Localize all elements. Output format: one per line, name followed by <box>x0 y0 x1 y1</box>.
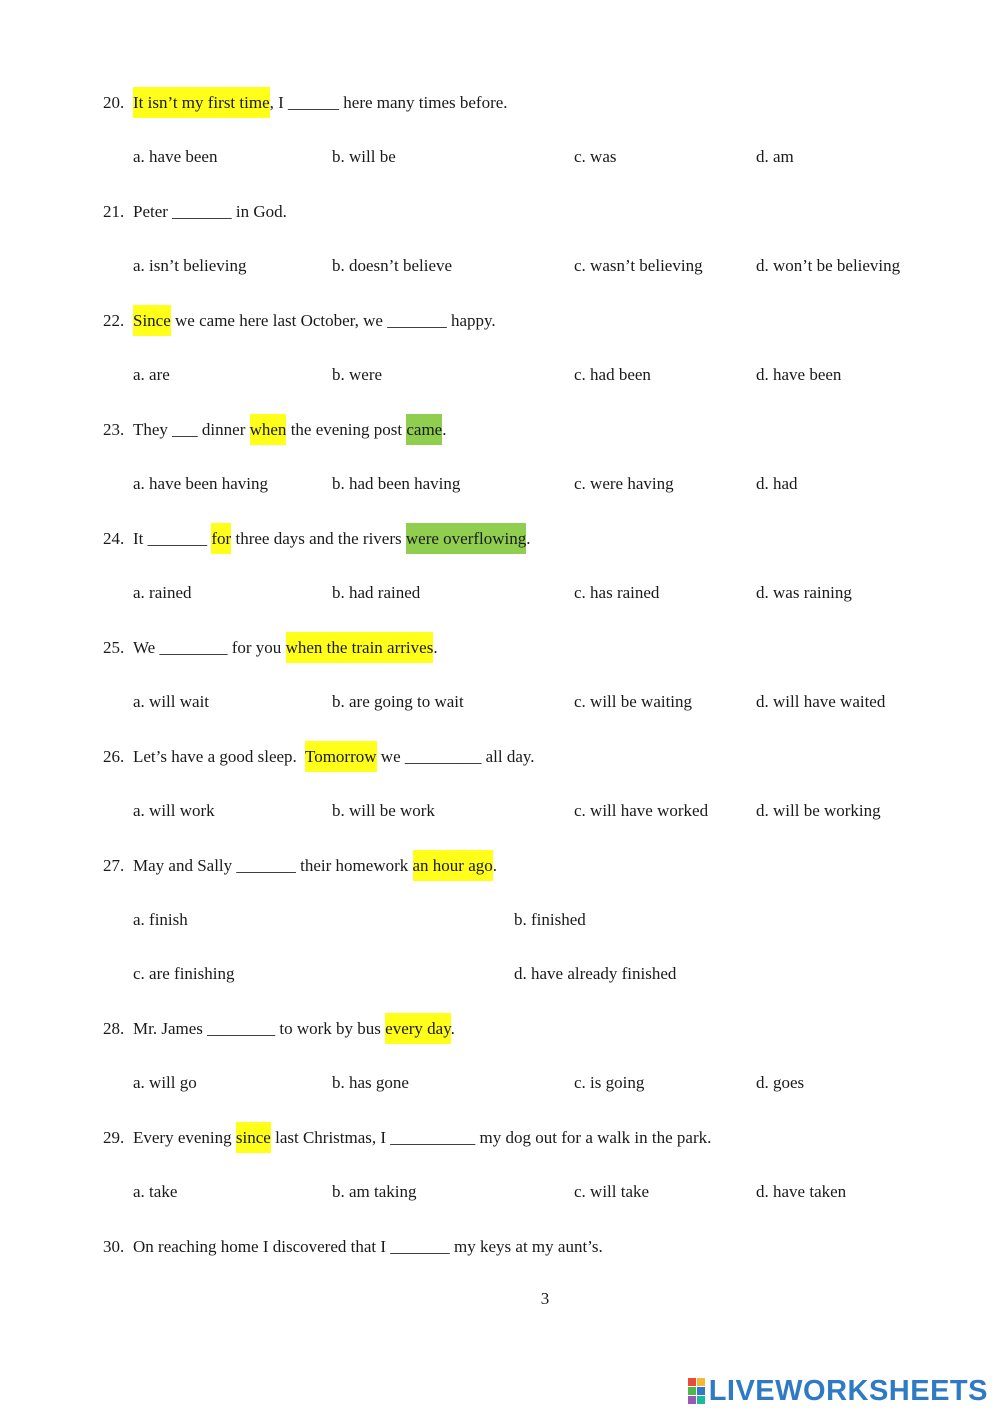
answer-option[interactable]: b. has gone <box>332 1073 409 1092</box>
answer-option[interactable]: c. will be waiting <box>574 692 693 711</box>
question-text <box>133 854 497 878</box>
question-number: 25. <box>103 638 125 657</box>
answer-option[interactable]: a. will go <box>133 1073 197 1092</box>
question-number: 27. <box>103 856 125 875</box>
question-text <box>133 1235 603 1259</box>
question-text-segment: . <box>492 856 498 875</box>
answer-option[interactable]: c. will have worked <box>574 801 709 820</box>
highlighted-text: when <box>250 414 287 445</box>
answer-option[interactable]: a. will work <box>133 801 215 820</box>
answer-option[interactable]: d. am <box>756 147 794 166</box>
question-text <box>133 1017 455 1041</box>
answer-option[interactable]: c. had been <box>574 365 651 384</box>
question-text-segment: we came here last October, we _______ happy. <box>170 311 496 330</box>
highlighted-text: Since <box>133 305 171 336</box>
question-text <box>133 636 438 660</box>
question-text <box>133 309 496 333</box>
question-text <box>133 527 531 551</box>
question-text-segment: . <box>450 1019 455 1038</box>
question-text-segment: They ___ dinner <box>133 420 250 439</box>
question-text-segment: three days and the rivers <box>231 529 406 548</box>
highlighted-text: when the train arrives <box>286 632 434 663</box>
question-text <box>133 418 446 442</box>
question-text-segment: . <box>433 638 438 657</box>
brand-name: LIVEWORKSHEETS <box>708 1374 988 1407</box>
question-text-segment: . <box>526 529 531 548</box>
question-text <box>133 91 508 115</box>
answer-option[interactable]: a. finish <box>133 910 188 929</box>
answer-option[interactable]: b. were <box>332 365 383 384</box>
answer-option[interactable]: d. will have waited <box>756 692 886 711</box>
answer-option[interactable]: a. have been <box>133 147 218 166</box>
question-text-segment: last Christmas, I __________ my dog out for a walk in the park. <box>270 1128 712 1147</box>
answer-option[interactable]: d. was raining <box>756 583 852 602</box>
highlighted-text: an hour ago <box>413 850 493 881</box>
question-text-segment: May and Sally _______ their homework <box>133 856 413 875</box>
logo-icon <box>688 1378 705 1404</box>
answer-option[interactable]: c. was <box>574 147 617 166</box>
answer-option[interactable]: c. are finishing <box>133 964 235 983</box>
question-number: 24. <box>103 529 125 548</box>
question-number: 28. <box>103 1019 125 1038</box>
answer-option[interactable]: d. have been <box>756 365 842 384</box>
answer-option[interactable]: c. is going <box>574 1073 645 1092</box>
answer-option[interactable]: d. have already finished <box>514 964 677 983</box>
question-number: 29. <box>103 1128 125 1147</box>
answer-option[interactable]: a. rained <box>133 583 192 602</box>
question-number: 23. <box>103 420 125 439</box>
answer-option[interactable]: a. have been having <box>133 474 268 493</box>
answer-option[interactable]: b. finished <box>514 910 586 929</box>
liveworksheets-logo <box>688 1376 988 1406</box>
question-text-segment: we _________ all day. <box>376 747 535 766</box>
question-text-segment: It _______ <box>133 529 212 548</box>
answer-option[interactable]: b. will be <box>332 147 396 166</box>
answer-option[interactable]: b. are going to wait <box>332 692 464 711</box>
answer-option[interactable]: d. have taken <box>756 1182 847 1201</box>
question-text-segment: Every evening <box>133 1128 236 1147</box>
answer-option[interactable]: d. won’t be believing <box>756 256 901 275</box>
answer-option[interactable]: c. will take <box>574 1182 650 1201</box>
highlighted-text: It isn’t my first time <box>133 87 270 118</box>
question-text-segment: . <box>442 420 447 439</box>
question-text-segment: the evening post <box>286 420 407 439</box>
question-text <box>133 745 535 769</box>
question-number: 26. <box>103 747 125 766</box>
answer-option[interactable]: a. will wait <box>133 692 210 711</box>
answer-option[interactable]: c. wasn’t believing <box>574 256 703 275</box>
answer-option[interactable]: a. take <box>133 1182 178 1201</box>
question-text-segment: We ________ for you <box>133 638 286 657</box>
highlighted-text: Tomorrow <box>305 741 377 772</box>
question-text <box>133 1126 711 1150</box>
question-text-segment: Let’s have a good sleep. <box>133 747 306 766</box>
answer-option[interactable]: a. are <box>133 365 170 384</box>
highlighted-text: were overflowing <box>406 523 526 554</box>
question-number: 21. <box>103 202 125 221</box>
answer-option[interactable]: a. isn’t believing <box>133 256 247 275</box>
answer-option[interactable]: b. had been having <box>332 474 461 493</box>
question-number: 20. <box>103 93 125 112</box>
answer-option[interactable]: d. will be working <box>756 801 881 820</box>
question-number: 22. <box>103 311 125 330</box>
highlighted-text: every day <box>385 1013 450 1044</box>
question-number: 30. <box>103 1237 125 1256</box>
answer-option[interactable]: b. am taking <box>332 1182 417 1201</box>
highlighted-text: came <box>406 414 442 445</box>
question-text-segment: On reaching home I discovered that I _______ my keys at my aunt’s. <box>133 1237 603 1256</box>
answer-option[interactable]: d. had <box>756 474 798 493</box>
answer-option[interactable]: c. has rained <box>574 583 660 602</box>
question-text-segment: , I ______ here many times before. <box>269 93 508 112</box>
highlighted-text: since <box>236 1122 271 1153</box>
answer-option[interactable]: b. will be work <box>332 801 435 820</box>
question-text-segment: Mr. James ________ to work by bus <box>133 1019 386 1038</box>
highlighted-text: for <box>211 523 231 554</box>
answer-option[interactable]: c. were having <box>574 474 674 493</box>
answer-option[interactable]: b. doesn’t believe <box>332 256 453 275</box>
answer-option[interactable]: b. had rained <box>332 583 421 602</box>
page-number: 3 <box>540 1289 550 1308</box>
question-text <box>133 200 287 224</box>
question-text-segment: Peter _______ in God. <box>133 202 287 221</box>
answer-option[interactable]: d. goes <box>756 1073 805 1092</box>
